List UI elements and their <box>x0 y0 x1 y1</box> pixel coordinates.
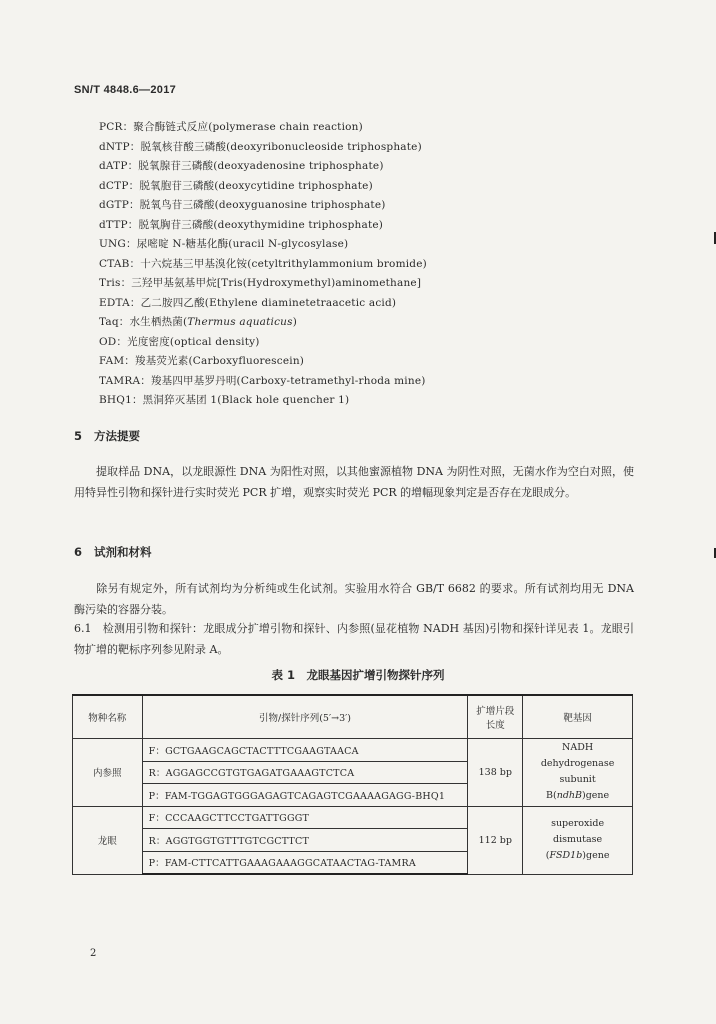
abbr-edta: EDTA：乙二胺四乙酸(Ethylene diaminetetraacetic acid) <box>99 296 397 309</box>
target-gene-line2: subunit B(ndhB)gene <box>546 774 610 802</box>
target-gene <box>523 806 633 874</box>
abbr-tris: Tris：三羟甲基氨基甲烷[Tris(Hydroxymethyl)aminomethane] <box>99 277 422 289</box>
abbr-ctab: CTAB：十六烷基三甲基溴化铵(cetyltrithylammonium bromide) <box>99 257 427 270</box>
section-6-title <box>74 544 152 560</box>
abbr-dntp: dNTP：脱氧核苷酸三磷酸(deoxyribonucleoside triphosphate) <box>99 140 422 153</box>
standard-number-header: SN/T 4848.6—2017 <box>74 84 177 96</box>
taq-latin-name: Thermus aquaticus <box>187 316 293 328</box>
abbr-dgtp: dGTP：脱氧鸟苷三磷酸(deoxyguanosine triphosphate) <box>99 199 386 211</box>
sequence-reverse: R：AGGAGCCGTGTGAGATGAAAGTCTCA <box>142 761 468 784</box>
abbr-od: OD：光度密度(optical density) <box>99 335 260 348</box>
target-gene <box>523 739 633 807</box>
section-6-number: 6 <box>74 545 83 559</box>
header-sequence: 引物/探针序列(5′→3′) <box>142 695 468 739</box>
taq-prefix: Taq：水生栖热菌( <box>99 316 188 328</box>
abbreviation-list <box>99 118 659 411</box>
sequence-forward: F：GCTGAAGCAGCTACTTTCGAAGTAACA <box>142 739 468 762</box>
abbr-taq <box>99 313 659 333</box>
sequence-probe: P：FAM-CTTCATTGAAAGAAAGGCATAACTAG-TAMRA <box>142 851 468 874</box>
sequence-probe: P：FAM-TGGAGTGGGAGAGTCAGAGTCGAAAAGAGG-BHQ1 <box>142 784 468 807</box>
section-6-text: 除另有规定外，所有试剂均为分析纯或生化试剂。实验用水符合 GB/T 6682 的要求。所有试剂均用无 DNA 酶污染的容器分装。 <box>74 582 634 616</box>
section-5-title <box>74 428 140 444</box>
table-row <box>73 739 633 762</box>
table-header-row <box>73 695 633 739</box>
sequence-reverse: R：AGGTGGTGTTTGTCGCTTCT <box>142 829 468 852</box>
header-species: 物种名称 <box>73 695 143 739</box>
header-length: 扩增片段长度 <box>468 695 523 739</box>
target-gene-line2: (FSD1b)gene <box>545 850 610 861</box>
section-5-heading: 方法提要 <box>94 429 140 443</box>
section-5-paragraph <box>74 461 634 503</box>
table-1-caption: 表 1 龙眼基因扩增引物探针序列 <box>271 668 445 682</box>
section-6-paragraph <box>74 578 634 620</box>
species-internal-control: 内参照 <box>73 739 143 807</box>
abbr-fam: FAM：羧基荧光素(Carboxyfluorescein) <box>99 355 305 367</box>
page-number: 2 <box>90 948 97 959</box>
abbr-pcr: PCR：聚合酶链式反应(polymerase chain reaction) <box>99 121 363 133</box>
abbr-dttp: dTTP：脱氧胸苷三磷酸(deoxythymidine triphosphate) <box>99 218 384 231</box>
abbr-bhq1: BHQ1：黑洞猝灭基团 1(Black hole quencher 1) <box>99 394 350 406</box>
section-6-1-paragraph: 6.1 检测用引物和探针：龙眼成分扩增引物和探针、内参照(显花植物 NADH 基因)引物和探针详见表 1。龙眼引物扩增的靶标序列参见附录 A。 <box>74 622 634 656</box>
sequence-forward: F：CCCAAGCTTCCTGATTGGGT <box>142 806 468 829</box>
amplicon-length: 112 bp <box>468 806 523 874</box>
target-gene-line1: superoxide dismutase <box>551 818 605 845</box>
section-6-heading: 试剂和材料 <box>94 545 152 559</box>
target-gene-line1: NADH dehydrogenase <box>540 742 615 770</box>
species-longan: 龙眼 <box>73 806 143 874</box>
table-row <box>73 806 633 829</box>
header-target: 靶基因 <box>523 695 633 739</box>
abbr-datp: dATP：脱氧腺苷三磷酸(deoxyadenosine triphosphate) <box>99 160 384 172</box>
primer-probe-table <box>72 694 633 875</box>
abbr-tamra: TAMRA：羧基四甲基罗丹明(Carboxy-tetramethyl-rhoda mine) <box>99 374 426 387</box>
amplicon-length: 138 bp <box>468 739 523 807</box>
taq-suffix: ) <box>292 316 298 328</box>
section-5-number: 5 <box>74 429 83 443</box>
abbr-ung: UNG：尿嘧啶 N-糖基化酶(uracil N-glycosylase) <box>99 238 349 250</box>
section-5-text: 提取样品 DNA，以龙眼源性 DNA 为阳性对照，以其他蜜源植物 DNA 为阴性对照，无菌水作为空白对照，使用特异性引物和探针进行实时荧光 PCR 扩增，观察实时荧光 PCR 的增幅现象判定是否存在龙眼成分。 <box>74 465 634 499</box>
abbr-dctp: dCTP：脱氧胞苷三磷酸(deoxycytidine triphosphate) <box>99 179 373 192</box>
